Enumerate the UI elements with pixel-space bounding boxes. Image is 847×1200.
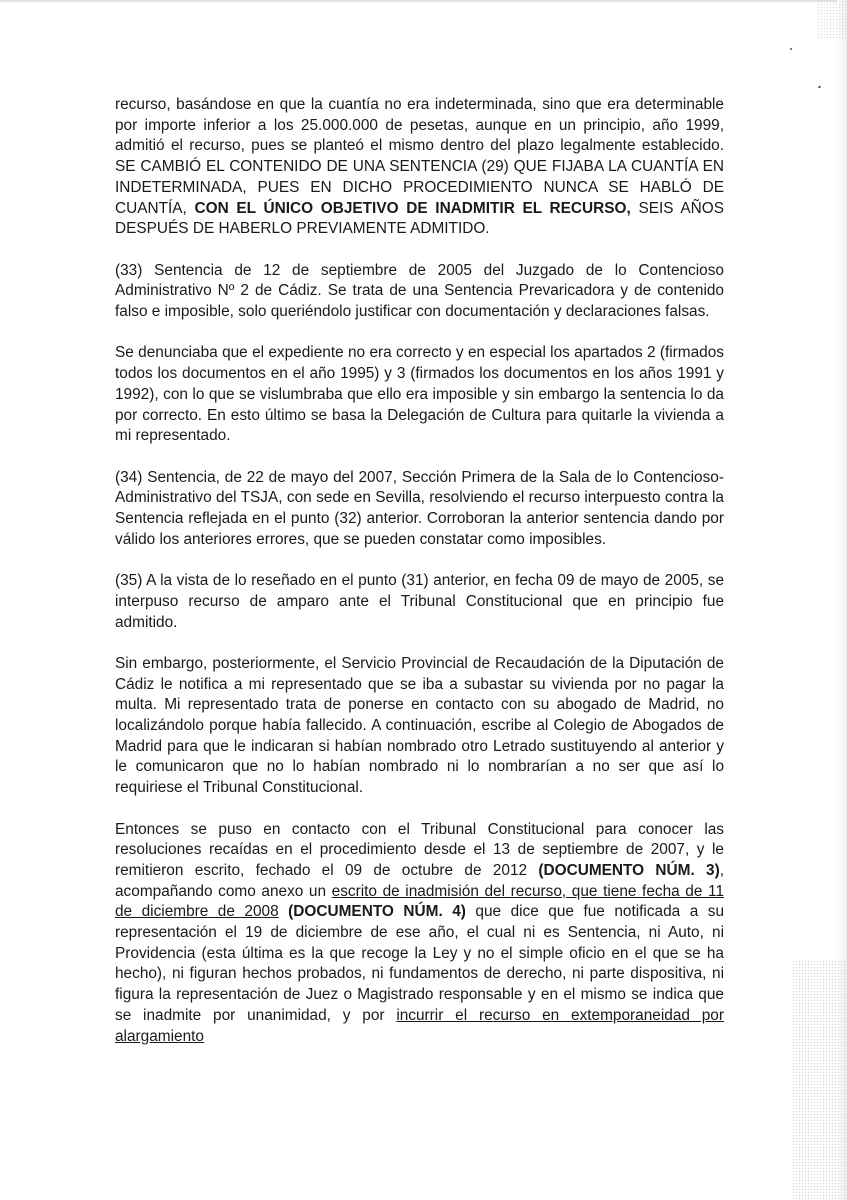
paragraph-33: (33) Sentencia de 12 de septiembre de 2005 del Juzgado de lo Contencioso Administrativo Nº 2 de Cádiz. Se trata de una Sentencia Prevaricadora y de contenido falso e imposible, solo queriéndolo justificar con documentación y declaraciones falsas. xyxy=(115,261,724,321)
paragraph-recaudacion: Sin embargo, posteriormente, el Servicio Provincial de Recaudación de la Diputación de Cádiz le notifica a mi representado que se iba a subastar su vivienda por no pagar la multa. Mi representado trata de ponerse en contacto con su abogado de Madrid, no localizándolo porque había fallecido. A continuación, escribe al Colegio de Abogados de Madrid para que le indicaran si habían nombrado otro Letrado sustituyendo al anterior y le comunicaron que no lo habían nombrado ni lo nombrarían a no ser que así lo requiriese el Tribunal Constitucional. xyxy=(115,654,724,797)
paragraph-text: Entonces se puso en contacto con el Tribunal Constitucional para conocer las resoluciones recaídas en el procedimiento desde el 13 de septiembre de 2007, y le remitieron escrito, fechado el 09 de octubre de 2012 xyxy=(115,820,724,879)
paragraph-text: que dice que fue notificada a su representación el 19 de diciembre de ese año, el cual ni es Sentencia, ni Auto, ni Providencia (esta última es la que recoge la Ley y no el simple oficio en el que se ha hecho), ni figuran hechos probados, ni fundamentos de derecho, ni parte dispositiva, ni figura la representación de Juez o Magistrado responsable y en el mismo se indica que se inadmite por unanimidad, y por xyxy=(115,903,725,1024)
scan-speck xyxy=(790,48,792,50)
paragraph-recurso-cuantia xyxy=(115,95,724,240)
paragraph-text: SEIS AÑOS DESPUÉS DE HABERLO PREVIAMENTE ADMITIDO. xyxy=(115,199,725,238)
underlined-inadmision: escrito de inadmisión del recurso, que tiene fecha de 11 de diciembre de 2008 xyxy=(115,882,725,921)
scan-speck xyxy=(818,85,822,88)
scan-noise-top-right xyxy=(817,0,847,40)
scan-top-edge xyxy=(0,0,847,3)
paragraph-expediente: Se denunciaba que el expediente no era correcto y en especial los apartados 2 (firmados todos los documentos en el año 1995) y 3 (firmados los documentos en los años 1991 y 1992), con lo que se vislumbraba que ello era imposible y sin embargo la sentencia lo da por correcto. En esto último se basa la Delegación de Cultura para quitarle la vivienda a mi representado. xyxy=(115,344,724,445)
paragraph-35: (35) A la vista de lo reseñado en el punto (31) anterior, en fecha 09 de mayo de 2005, se interpuso recurso de amparo ante el Tribunal Constitucional que en principio fue admitido. xyxy=(115,572,724,631)
paragraph-34: (34) Sentencia, de 22 de mayo del 2007, Sección Primera de la Sala de lo Contencioso-Administrativo del TSJA, con sede en Sevilla, resolviendo el recurso interpuesto contra la Sentencia reflejada en el punto (32) anterior. Corroboran la anterior sentencia dando por válido los anteriores errores, que se pueden constatar como imposibles. xyxy=(115,468,724,548)
bold-emphasis: CON EL ÚNICO OBJETIVO DE INADMITIR EL RECURSO, xyxy=(194,199,631,217)
paragraph-tribunal-constitucional xyxy=(115,820,724,1048)
document-page xyxy=(115,95,724,1068)
scan-noise-bottom-right xyxy=(792,960,847,1200)
paragraph-text: recurso, basándose en que la cuantía no era indeterminada, sino que era determinable por importe inferior a los 25.000.000 de pesetas, aunque en un principio, año 1999, admitió el recurso, pues se planteó el mismo dentro del plazo legalmente establecido. SE CAMBIÓ EL CONTENIDO DE UNA SENTENCIA (29) QUE FIJABA LA CUANTÍA EN INDETERMINADA, PUES EN DICHO PROCEDIMIENTO NUNCA SE HABLÓ DE CUANTÍA, xyxy=(115,96,724,217)
paragraph-text: , acompañando como anexo un xyxy=(115,861,724,900)
document-reference-3: (DOCUMENTO NÚM. 3) xyxy=(538,861,720,879)
document-reference-4: (DOCUMENTO NÚM. 4) xyxy=(288,903,466,921)
underlined-extemporaneidad: incurrir el recurso en extemporaneidad por alargamiento xyxy=(115,1006,724,1045)
